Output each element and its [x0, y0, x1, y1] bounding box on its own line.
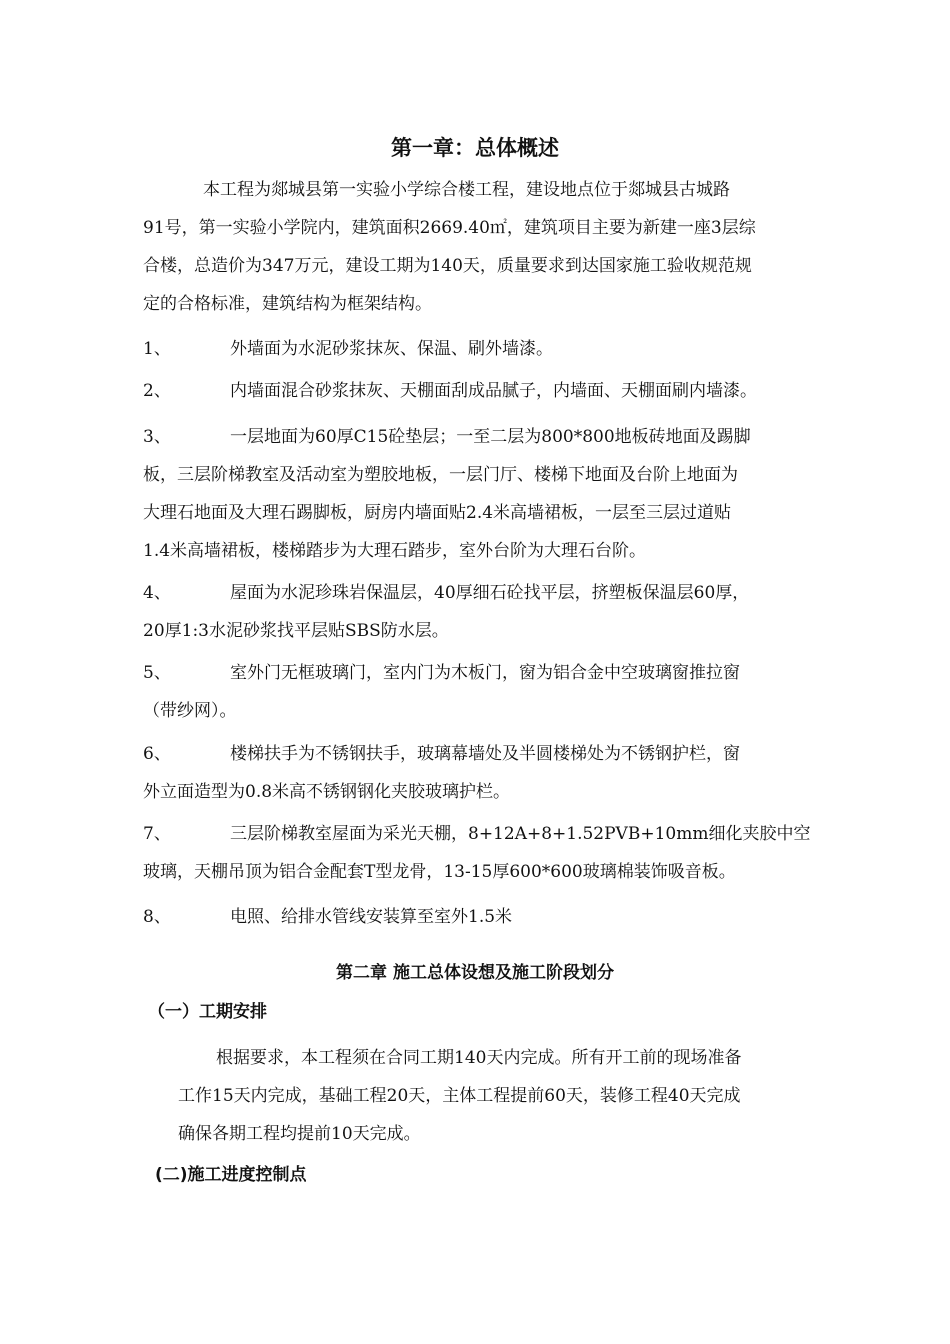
section-heading-schedule: （一）工期安排	[148, 1002, 267, 1022]
intro-line: 91号，第一实验小学院内，建筑面积2669.40㎡，建筑项目主要为新建一座3层综	[143, 218, 756, 238]
list-item-text: 外墙面为水泥砂浆抹灰、保温、刷外墙漆。	[230, 339, 553, 359]
list-item-text: 屋面为水泥珍珠岩保温层，40厚细石砼找平层，挤塑板保温层60厚，	[230, 583, 750, 603]
schedule-line: 工作15天内完成，基础工程20天，主体工程提前60天，装修工程40天完成	[178, 1086, 741, 1106]
list-item-8	[143, 898, 512, 936]
chapter-2-title: 第二章 施工总体设想及施工阶段划分	[336, 963, 614, 983]
list-item-number: 7、	[143, 824, 171, 844]
chapter-1-intro-paragraph	[143, 171, 756, 323]
schedule-line: 确保各期工程均提前10天完成。	[178, 1124, 421, 1144]
list-item-2	[143, 372, 757, 410]
section-schedule-paragraph	[178, 1039, 741, 1153]
list-item-5	[143, 654, 740, 730]
list-item-number: 8、	[143, 907, 171, 927]
list-item-text: 三层阶梯教室屋面为采光天棚，8+12A+8+1.52PVB+10mm细化夹胶中空	[230, 824, 811, 844]
list-item-6	[143, 735, 740, 811]
list-item-1	[143, 330, 553, 368]
list-item-text: 板，三层阶梯教室及活动室为塑胶地板，一层门厅、楼梯下地面及台阶上地面为	[143, 465, 738, 485]
list-item-number: 6、	[143, 744, 171, 764]
list-item-text: 一层地面为60厚C15砼垫层；一至二层为800*800地板砖地面及踢脚	[230, 427, 751, 447]
list-item-number: 3、	[143, 427, 171, 447]
list-item-text: 楼梯扶手为不锈钢扶手，玻璃幕墙处及半圆楼梯处为不锈钢护栏，窗	[230, 744, 740, 764]
list-item-text: 室外门无框玻璃门，室内门为木板门，窗为铝合金中空玻璃窗推拉窗	[230, 663, 740, 683]
schedule-line: 根据要求，本工程须在合同工期140天内完成。所有开工前的现场准备	[216, 1048, 742, 1068]
intro-line: 合楼，总造价为347万元，建设工期为140天，质量要求到达国家施工验收规范规	[143, 256, 752, 276]
list-item-4	[143, 574, 749, 650]
chapter-1-title: 第一章：总体概述	[391, 136, 559, 160]
list-item-text: 外立面造型为0.8米高不锈钢钢化夹胶玻璃护栏。	[143, 782, 511, 802]
intro-line: 定的合格标准，建筑结构为框架结构。	[143, 294, 432, 314]
section-heading-progress-control: (二)施工进度控制点	[155, 1165, 307, 1185]
list-item-number: 1、	[143, 339, 171, 359]
list-item-number: 5、	[143, 663, 171, 683]
list-item-text: 电照、给排水管线安装算至室外1.5米	[230, 907, 513, 927]
list-item-7	[143, 815, 810, 891]
list-item-text: 内墙面混合砂浆抹灰、天棚面刮成品腻子，内墙面、天棚面刷内墙漆。	[230, 381, 757, 401]
list-item-text: 大理石地面及大理石踢脚板，厨房内墙面贴2.4米高墙裙板，一层至三层过道贴	[143, 503, 732, 523]
list-item-number: 4、	[143, 583, 171, 603]
list-item-3	[143, 418, 751, 570]
list-item-text: （带纱网）。	[143, 701, 237, 721]
list-item-text: 1.4米高墙裙板，楼梯踏步为大理石踏步，室外台阶为大理石台阶。	[143, 541, 647, 561]
list-item-text: 20厚1:3水泥砂浆找平层贴SBS防水层。	[143, 621, 449, 641]
list-item-text: 玻璃，天棚吊顶为铝合金配套T型龙骨，13-15厚600*600玻璃棉装饰吸音板。	[143, 862, 736, 882]
list-item-number: 2、	[143, 381, 171, 401]
intro-line: 本工程为郯城县第一实验小学综合楼工程，建设地点位于郯城县古城路	[203, 180, 730, 200]
